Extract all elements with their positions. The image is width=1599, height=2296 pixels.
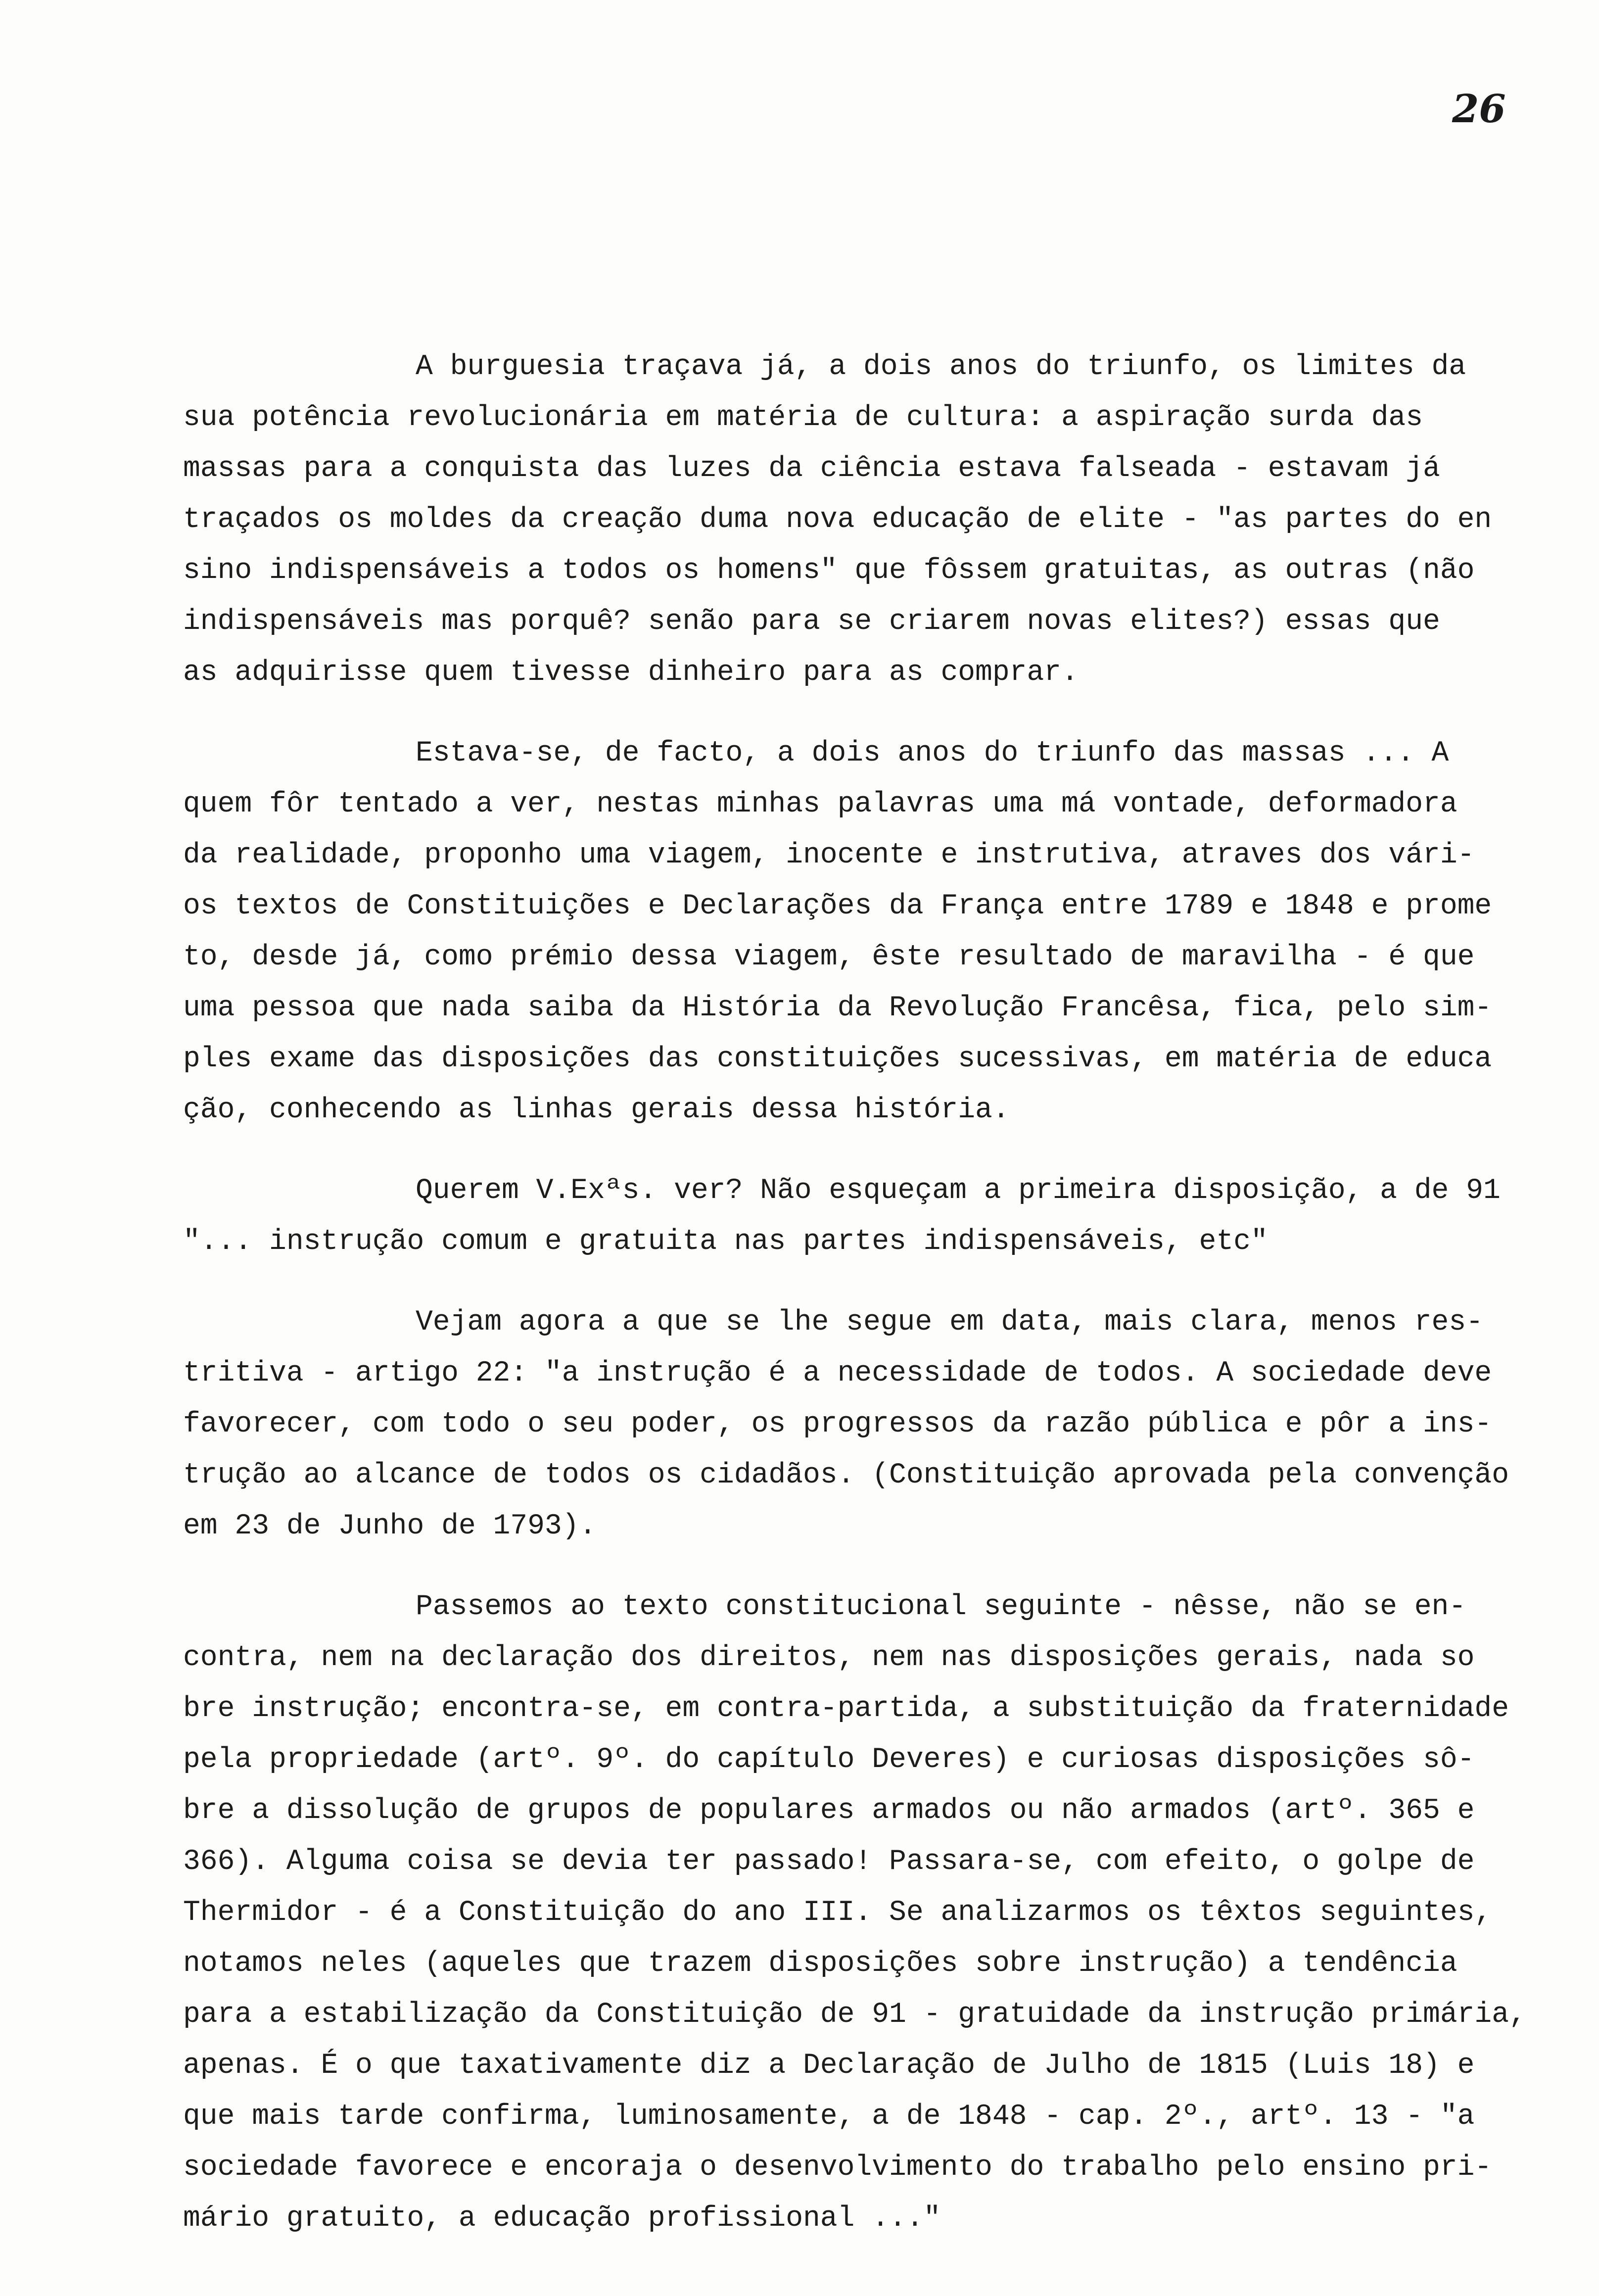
text-line: que mais tarde confirma, luminosamente, a de 1848 - cap. 2º., artº. 13 - "a [183,2101,1475,2133]
text-line: ples exame das disposições das constituições sucessivas, em matéria de educa [183,1043,1492,1075]
paragraph-3 [183,1165,1583,1267]
text-line: notamos neles (aqueles que trazem disposições sobre instrução) a tendência [183,1948,1458,1980]
text-line: sua potência revolucionária em matéria de cultura: a aspiração surda das [183,402,1423,434]
text-line: "... instrução comum e gratuita nas partes indispensáveis, etc" [183,1226,1268,1258]
text-line: Vejam agora a que se lhe segue em data, mais clara, menos res- [416,1306,1483,1339]
text-line: Querem V.Exªs. ver? Não esqueçam a primeira disposição, a de 91 [416,1175,1501,1207]
text-line: bre instrução; encontra-se, em contra-partida, a substituição da fraternidade [183,1693,1509,1725]
document-body [183,341,1583,2244]
text-line: to, desde já, como prémio dessa viagem, êste resultado de maravilha - é que [183,941,1475,973]
page-number: 26 [1452,87,1506,132]
text-line: Estava-se, de facto, a dois anos do triunfo das massas ... A [416,737,1449,769]
text-line: em 23 de Junho de 1793). [183,1510,597,1542]
text-line: sociedade favorece e encoraja o desenvolvimento do trabalho pelo ensino pri- [183,2152,1492,2184]
text-line: os textos de Constituições e Declarações da França entre 1789 e 1848 e prome [183,890,1492,922]
paragraph-2 [183,728,1583,1136]
text-line: favorecer, com todo o seu poder, os progressos da razão pública e pôr a ins- [183,1408,1492,1440]
text-line: A burguesia traçava já, a dois anos do triunfo, os limites da [416,351,1466,383]
text-line: ção, conhecendo as linhas gerais dessa história. [183,1094,1010,1126]
paragraph-gap [183,1136,1583,1165]
paragraph-4 [183,1297,1583,1552]
text-line: 366). Alguma coisa se devia ter passado! Passara-se, com efeito, o golpe de [183,1846,1475,1878]
text-line: uma pessoa que nada saiba da História da Revolução Francêsa, fica, pelo sim- [183,992,1492,1024]
text-line: traçados os moldes da creação duma nova educação de elite - "as partes do en [183,504,1492,536]
paragraph-1 [183,341,1583,698]
text-line: quem fôr tentado a ver, nestas minhas palavras uma má vontade, deformadora [183,788,1458,820]
paragraph-5 [183,1581,1583,2244]
text-line: pela propriedade (artº. 9º. do capítulo Deveres) e curiosas disposições sô- [183,1744,1475,1776]
text-line: indispensáveis mas porquê? senão para se criarem novas elites?) essas que [183,606,1440,638]
text-line: Passemos ao texto constitucional seguinte - nêsse, não se en- [416,1591,1466,1623]
paragraph-gap [183,698,1583,728]
paragraph-gap [183,1267,1583,1297]
text-line: sino indispensáveis a todos os homens" que fôssem gratuitas, as outras (não [183,555,1475,587]
text-line: Thermidor - é a Constituição do ano III. Se analizarmos os têxtos seguintes, [183,1897,1492,1929]
text-line: apenas. É o que taxativamente diz a Declaração de Julho de 1815 (Luis 18) e [183,2050,1475,2082]
text-line: para a estabilização da Constituição de 91 - gratuidade da instrução primária, [183,1999,1526,2031]
paragraph-gap [183,1552,1583,1581]
text-line: mário gratuito, a educação profissional ..." [183,2202,941,2235]
text-line: massas para a conquista das luzes da ciência estava falseada - estavam já [183,453,1440,485]
text-line: contra, nem na declaração dos direitos, nem nas disposições gerais, nada so [183,1642,1475,1674]
text-line: da realidade, proponho uma viagem, inocente e instrutiva, atraves dos vári- [183,839,1475,871]
text-line: bre a dissolução de grupos de populares armados ou não armados (artº. 365 e [183,1795,1475,1827]
text-line: as adquirisse quem tivesse dinheiro para as comprar. [183,657,1079,689]
text-line: tritiva - artigo 22: "a instrução é a necessidade de todos. A sociedade deve [183,1357,1492,1389]
text-line: trução ao alcance de todos os cidadãos. (Constituição aprovada pela convenção [183,1459,1509,1491]
